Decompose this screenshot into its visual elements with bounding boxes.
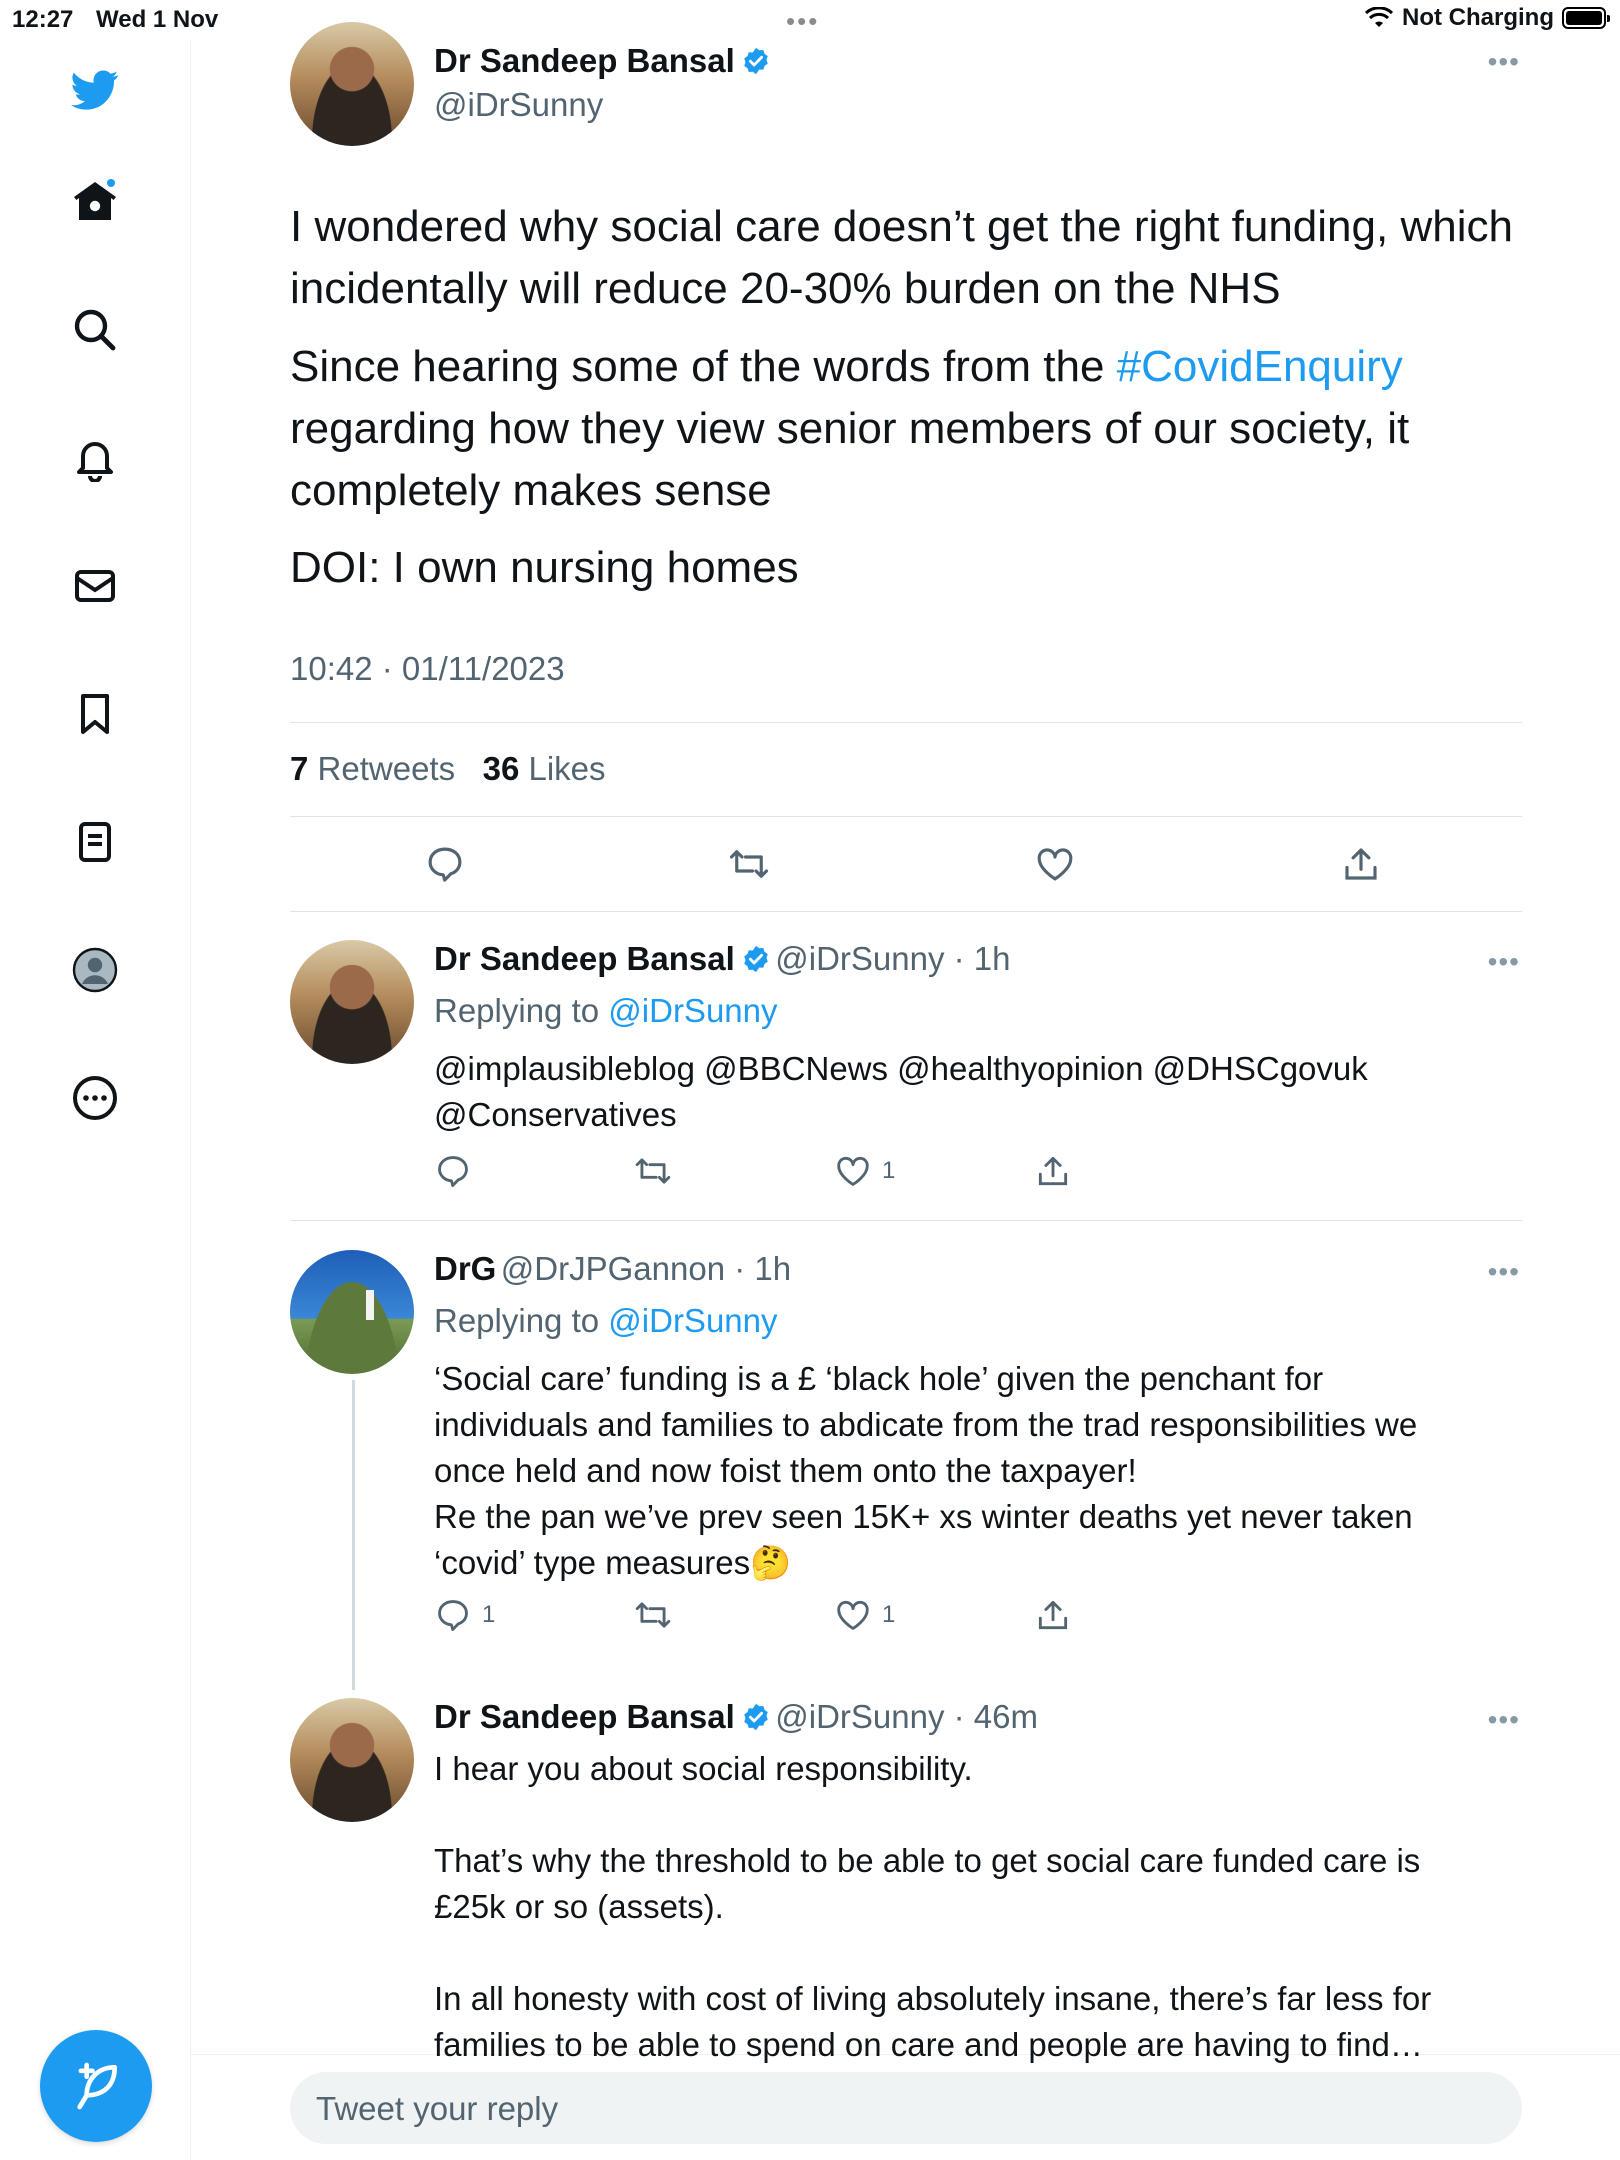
heart-icon bbox=[834, 1596, 872, 1634]
avatar[interactable] bbox=[290, 1698, 414, 1822]
reply-tweet[interactable] bbox=[290, 940, 1522, 1220]
retweet-icon bbox=[634, 1596, 672, 1634]
retweet-button[interactable] bbox=[634, 1596, 682, 1634]
reply-text-line: families to be able to spend on care and people are having to find… bbox=[434, 2026, 1423, 2063]
main-tweet-author[interactable] bbox=[434, 42, 771, 80]
reply-tweet[interactable] bbox=[290, 1250, 1522, 1670]
main-tweet-actions bbox=[290, 835, 1522, 895]
home-icon[interactable] bbox=[65, 172, 125, 232]
tweet-time[interactable]: 46m bbox=[973, 1698, 1038, 1735]
reply-header: Dr Sandeep Bansal @iDrSunny · 46m bbox=[434, 1698, 1038, 1735]
heart-icon bbox=[834, 1152, 872, 1190]
share-button[interactable] bbox=[1034, 1152, 1072, 1190]
like-button[interactable] bbox=[1034, 843, 1076, 885]
search-icon[interactable] bbox=[65, 300, 125, 360]
avatar[interactable] bbox=[290, 1250, 414, 1374]
tweet-time[interactable]: 1h bbox=[973, 940, 1011, 977]
avatar[interactable] bbox=[290, 940, 414, 1064]
retweet-button[interactable] bbox=[728, 843, 770, 885]
author-handle[interactable]: @iDrSunny bbox=[775, 940, 945, 977]
replying-to bbox=[434, 1298, 778, 1344]
tweet-timestamp[interactable]: 10:42 · 01/11/2023 bbox=[290, 650, 565, 687]
twitter-logo-icon[interactable] bbox=[65, 60, 125, 120]
author-handle[interactable]: @iDrSunny bbox=[434, 86, 604, 123]
replying-to-link[interactable]: @iDrSunny bbox=[608, 1302, 778, 1339]
reply-text-line: ‘Social care’ funding is a £ ‘black hole’ given the penchant for bbox=[434, 1360, 1324, 1397]
replying-to bbox=[434, 988, 778, 1034]
reply-input-placeholder: Tweet your reply bbox=[316, 2090, 559, 2127]
heart-icon bbox=[1034, 843, 1076, 885]
like-button[interactable] bbox=[834, 1152, 895, 1190]
battery-icon bbox=[1562, 7, 1606, 29]
author-handle[interactable]: @DrJPGannon bbox=[500, 1250, 726, 1287]
replying-label: Replying to bbox=[434, 992, 600, 1029]
more-options-icon[interactable]: ••• bbox=[1487, 946, 1520, 977]
profile-icon[interactable] bbox=[65, 940, 125, 1000]
more-icon[interactable] bbox=[65, 1068, 125, 1128]
reply-text-line: Re the pan we’ve prev seen 15K+ xs winter deaths yet never taken bbox=[434, 1498, 1413, 1535]
mentions-line[interactable]: @Conservatives bbox=[434, 1096, 677, 1133]
author-name[interactable]: DrG bbox=[434, 1250, 497, 1287]
author-name[interactable]: Dr Sandeep Bansal bbox=[434, 42, 735, 79]
retweet-icon bbox=[634, 1152, 672, 1190]
replying-label: Replying to bbox=[434, 1302, 600, 1339]
reply-text-line: individuals and families to abdicate from the trad responsibilities we bbox=[434, 1406, 1418, 1443]
reply-button[interactable] bbox=[424, 843, 466, 885]
like-label[interactable]: Likes bbox=[528, 750, 606, 787]
reply-text-line: once held and now foist them onto the taxpayer! bbox=[434, 1452, 1137, 1489]
tweet-text-segment: regarding how they view senior members of our society, it completely makes sense bbox=[290, 404, 1410, 515]
tweet-text-paragraph-3: DOI: I own nursing homes bbox=[290, 543, 799, 592]
tweet-text-paragraph-1: I wondered why social care doesn’t get the right funding, which incidentally will reduce 20-30% burden on the NHS bbox=[290, 202, 1513, 313]
tweet-text-segment: Since hearing some of the words from the bbox=[290, 342, 1117, 391]
more-options-icon[interactable]: ••• bbox=[1487, 1704, 1520, 1735]
compose-tweet-button[interactable] bbox=[40, 2030, 152, 2142]
reply-button[interactable] bbox=[434, 1152, 482, 1190]
lists-icon[interactable] bbox=[65, 812, 125, 872]
battery-status-text: Not Charging bbox=[1402, 4, 1554, 31]
retweet-label[interactable]: Retweets bbox=[317, 750, 456, 787]
reply-text-line: £25k or so (assets). bbox=[434, 1888, 724, 1925]
verified-badge-icon bbox=[741, 1702, 771, 1732]
tweet-text-paragraph-2 bbox=[290, 336, 1522, 522]
reply-button[interactable] bbox=[434, 1596, 495, 1634]
divider bbox=[290, 1220, 1522, 1221]
reply-tweet[interactable] bbox=[290, 1698, 1522, 2063]
share-button[interactable] bbox=[1340, 843, 1382, 885]
reply-text-line: That’s why the threshold to be able to get social care funded care is bbox=[434, 1842, 1421, 1879]
reply-count: 1 bbox=[482, 1601, 496, 1628]
retweet-icon bbox=[728, 843, 770, 885]
author-name[interactable]: Dr Sandeep Bansal bbox=[434, 940, 735, 977]
share-icon bbox=[1034, 1596, 1072, 1634]
author-handle[interactable]: @iDrSunny bbox=[775, 1698, 945, 1735]
status-date: Wed 1 Nov bbox=[96, 6, 219, 33]
reply-input[interactable] bbox=[290, 2072, 1522, 2144]
replying-to-link[interactable]: @iDrSunny bbox=[608, 992, 778, 1029]
share-icon bbox=[1034, 1152, 1072, 1190]
avatar[interactable] bbox=[290, 22, 414, 146]
reply-header: Dr Sandeep Bansal @iDrSunny · 1h bbox=[434, 940, 1011, 977]
status-right bbox=[1364, 4, 1606, 32]
author-name[interactable]: Dr Sandeep Bansal bbox=[434, 1698, 735, 1735]
multitasking-dots-icon[interactable]: ••• bbox=[786, 6, 820, 36]
reply-text-line: In all honesty with cost of living absolutely insane, there’s far less for bbox=[434, 1980, 1432, 2017]
bookmarks-icon[interactable] bbox=[65, 684, 125, 744]
reply-text-line: I hear you about social responsibility. bbox=[434, 1750, 973, 1787]
divider bbox=[290, 816, 1522, 817]
sidebar bbox=[0, 40, 191, 2160]
mentions-line[interactable]: @implausibleblog @BBCNews @healthyopinion @DHSCgovuk bbox=[434, 1050, 1368, 1087]
verified-badge-icon bbox=[741, 944, 771, 974]
verified-badge-icon bbox=[741, 46, 771, 76]
retweet-count[interactable]: 7 bbox=[290, 750, 309, 787]
like-count[interactable]: 36 bbox=[482, 750, 520, 787]
reply-icon bbox=[434, 1596, 472, 1634]
like-count: 1 bbox=[882, 1601, 896, 1628]
tweet-time[interactable]: 1h bbox=[754, 1250, 792, 1287]
divider bbox=[290, 722, 1522, 723]
reply-text-line: ‘covid’ type measures🤔 bbox=[434, 1544, 792, 1581]
more-options-icon[interactable]: ••• bbox=[1487, 1256, 1520, 1287]
wifi-icon bbox=[1364, 7, 1394, 29]
like-button[interactable] bbox=[834, 1596, 895, 1634]
like-count: 1 bbox=[882, 1157, 896, 1184]
engagement-counts bbox=[290, 750, 606, 788]
status-time: 12:27 bbox=[12, 6, 74, 33]
share-button[interactable] bbox=[1034, 1596, 1072, 1634]
reply-icon bbox=[434, 1152, 472, 1190]
retweet-button[interactable] bbox=[634, 1152, 682, 1190]
divider bbox=[290, 911, 1522, 912]
share-icon bbox=[1340, 843, 1382, 885]
reply-icon bbox=[424, 843, 466, 885]
more-options-icon[interactable]: ••• bbox=[1487, 46, 1520, 77]
notifications-icon[interactable] bbox=[65, 428, 125, 488]
hashtag-link[interactable]: #CovidEnquiry bbox=[1116, 342, 1403, 391]
compose-tweet-icon bbox=[68, 2058, 124, 2114]
status-bar bbox=[0, 0, 1620, 40]
messages-icon[interactable] bbox=[65, 556, 125, 616]
reply-header: DrG @DrJPGannon · 1h bbox=[434, 1250, 792, 1287]
